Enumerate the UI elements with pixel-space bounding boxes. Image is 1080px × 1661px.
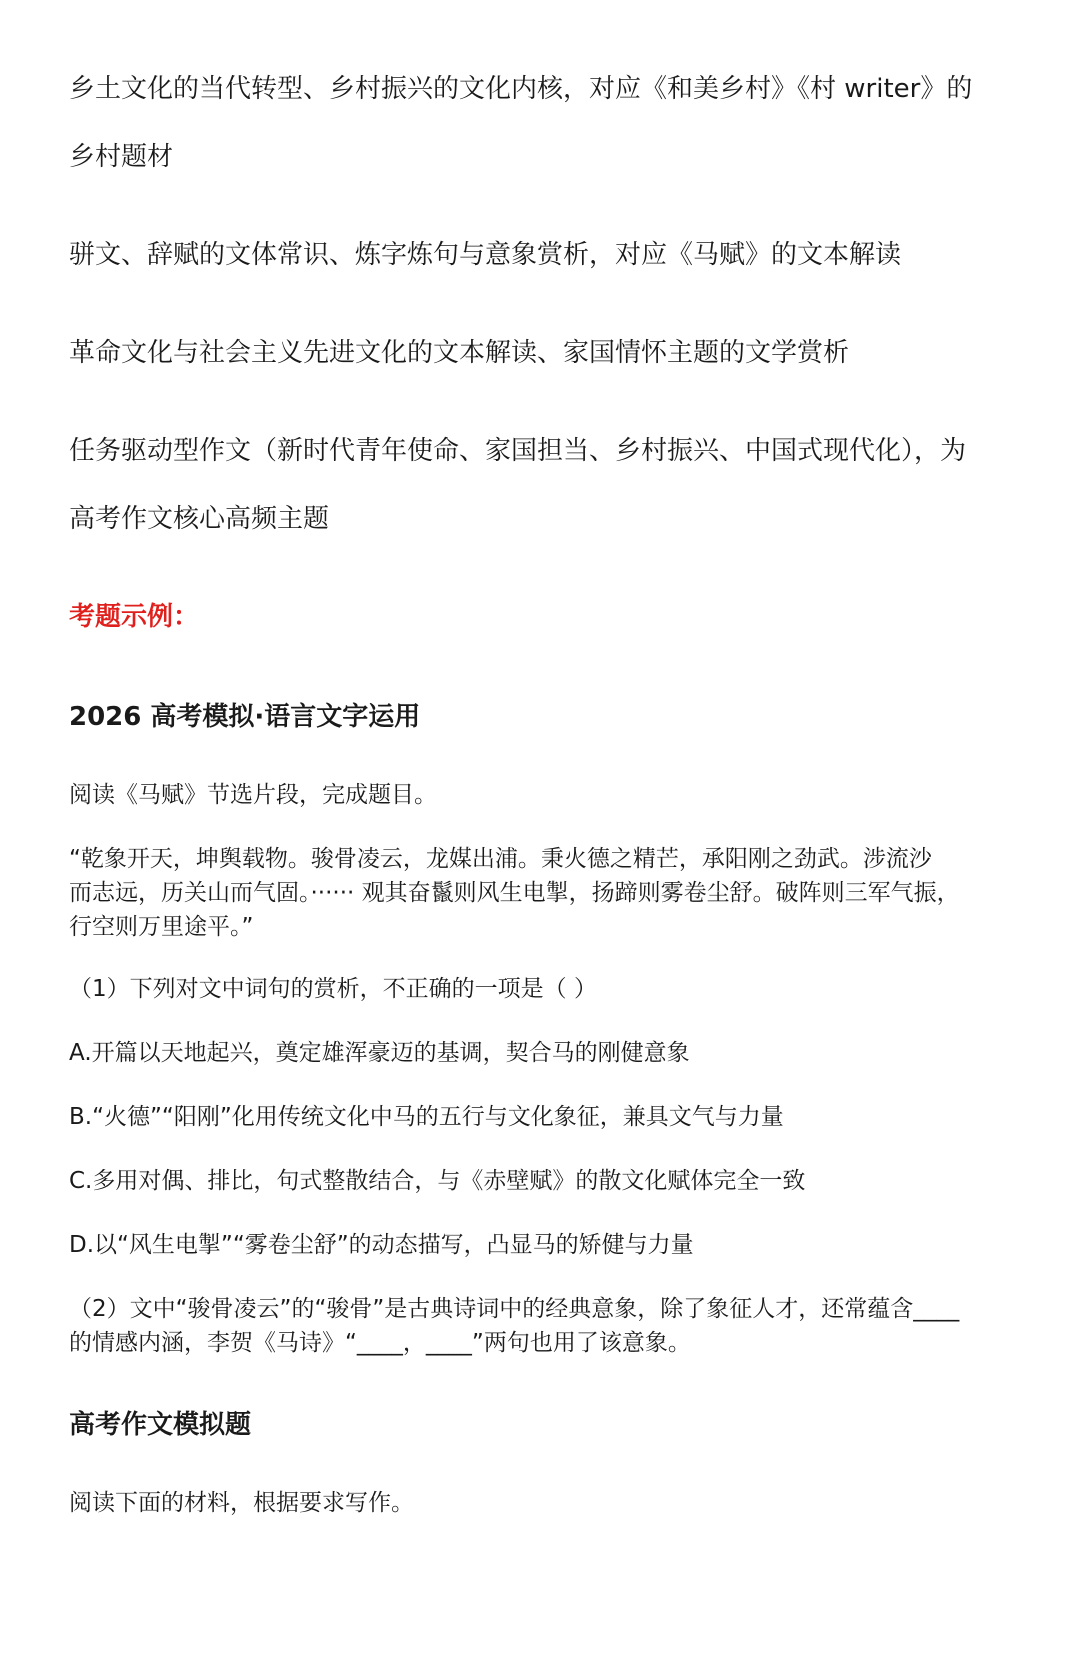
- topic-item-task-essay-line1: 任务驱动型作文（新时代青年使命、家国担当、乡村振兴、中国式现代化），为: [69, 436, 967, 466]
- option-c: C.多用对偶、排比，句式整散结合，与《赤壁赋》的散文化赋体完全一致: [69, 1168, 806, 1194]
- topic-item-rural-culture-line1: 乡土文化的当代转型、乡村振兴的文化内核，对应《和美乡村》《村 writer》的: [69, 74, 973, 104]
- question-2-line2: 的情感内涵，李贺《马诗》“____，____”两句也用了该意象。: [69, 1330, 691, 1356]
- topic-item-task-essay-line2: 高考作文核心高频主题: [69, 504, 330, 534]
- topic-item-revolutionary-culture: 革命文化与社会主义先进文化的文本解读、家国情怀主题的文学赏析: [69, 338, 850, 368]
- essay-instruction: 阅读下面的材料，根据要求写作。: [69, 1490, 414, 1516]
- exam-title: 2026 高考模拟·语言文字运用: [69, 702, 421, 732]
- option-b: B.“火德”“阳刚”化用传统文化中马的五行与文化象征，兼具文气与力量: [69, 1104, 784, 1130]
- question-2-line1: （2）文中“骏骨凌云”的“骏骨”是古典诗词中的经典意象，除了象征人才，还常蕴含____: [69, 1296, 960, 1322]
- topic-item-parallel-prose: 骈文、辞赋的文体常识、炼字炼句与意象赏析，对应《马赋》的文本解读: [69, 240, 902, 270]
- example-heading: 考题示例：: [69, 602, 200, 632]
- passage-line-2: 而志远，历关山而气固。······ 观其奋鬣则风生电掣，扬蹄则雾卷尘舒。破阵则三军气振，: [69, 880, 960, 906]
- question-1: （1）下列对文中词句的赏析，不正确的一项是（ ）: [69, 976, 597, 1002]
- option-a: A.开篇以天地起兴，奠定雄浑豪迈的基调，契合马的刚健意象: [69, 1040, 690, 1066]
- passage-line-1: “乾象开天，坤舆载物。骏骨凌云，龙媒出浦。秉火德之精芒，承阳刚之劲武。涉流沙: [69, 846, 932, 872]
- passage-line-3: 行空则万里途平。”: [69, 914, 254, 940]
- reading-instruction: 阅读《马赋》节选片段，完成题目。: [69, 782, 437, 808]
- essay-heading: 高考作文模拟题: [69, 1410, 252, 1440]
- option-d: D.以“风生电掣”“雾卷尘舒”的动态描写，凸显马的矫健与力量: [69, 1232, 694, 1258]
- topic-item-rural-culture-line2: 乡村题材: [69, 142, 174, 172]
